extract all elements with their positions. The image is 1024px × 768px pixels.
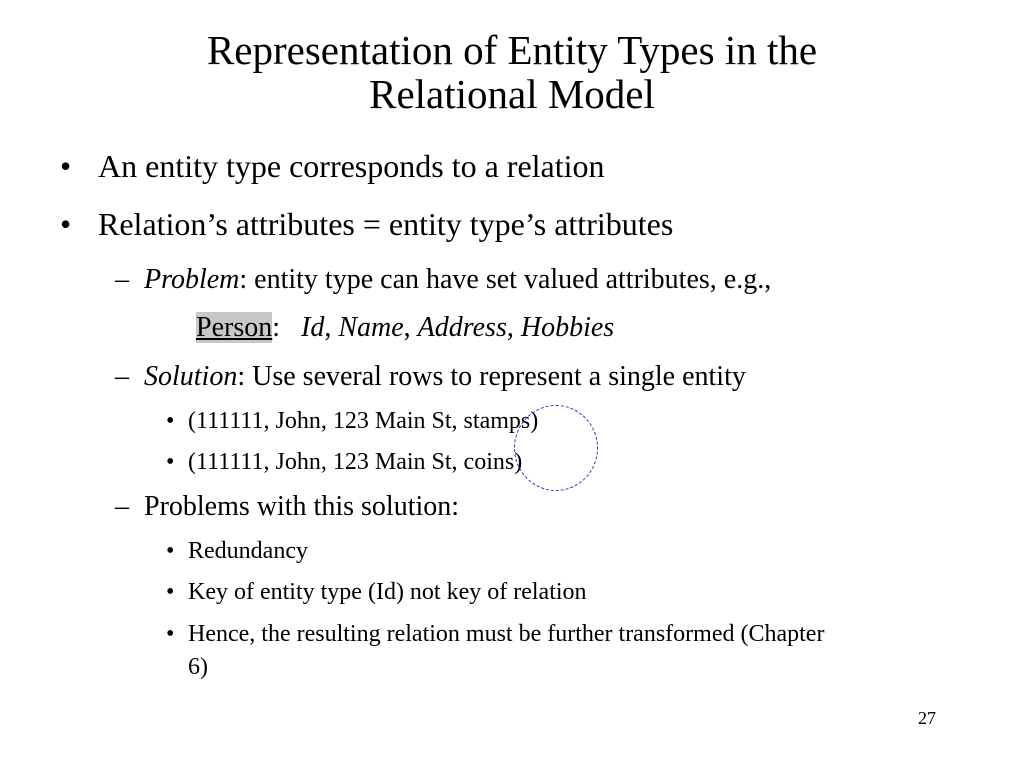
problem-redundancy: Redundancy bbox=[188, 538, 308, 564]
comma: , bbox=[506, 312, 514, 343]
attr-address: Address bbox=[417, 312, 507, 343]
problem-key: Key of entity type (Id) not key of relation bbox=[188, 579, 587, 605]
bullet-glyph: • bbox=[166, 621, 175, 647]
bullet-glyph: • bbox=[60, 148, 72, 184]
bullet-attributes: Relation’s attributes = entity type’s attributes bbox=[98, 206, 674, 242]
dash-glyph: – bbox=[115, 264, 129, 295]
comma: , bbox=[403, 312, 411, 343]
person-colon: : bbox=[272, 312, 281, 343]
title-line-1: Representation of Entity Types in the bbox=[206, 27, 818, 73]
page-number: 27 bbox=[918, 708, 936, 728]
attr-id: Id bbox=[301, 312, 325, 343]
bullet-glyph: • bbox=[166, 538, 175, 564]
sub-bullet-problem bbox=[144, 264, 771, 296]
row-stamps: (111111, John, 123 Main St, stamps) bbox=[188, 408, 539, 434]
bullet-glyph: • bbox=[166, 449, 175, 475]
sub-bullet-solution bbox=[144, 361, 746, 393]
problem-label: Problem bbox=[144, 264, 240, 295]
attr-hobbies: Hobbies bbox=[520, 312, 615, 343]
problem-transform-line-1: Hence, the resulting relation must be further transformed (Chapter bbox=[188, 621, 825, 647]
bullet-glyph: • bbox=[166, 408, 175, 434]
bullet-glyph: • bbox=[60, 206, 72, 242]
problem-transform-line-2: 6) bbox=[188, 654, 208, 680]
dash-glyph: – bbox=[115, 361, 129, 392]
attr-name: Name bbox=[338, 312, 404, 343]
hobby-values-highlight-ellipse bbox=[514, 405, 598, 491]
dash-glyph: – bbox=[115, 491, 129, 522]
problem-text: : entity type can have set valued attributes, e.g., bbox=[239, 264, 772, 295]
person-attributes-line bbox=[196, 312, 614, 344]
solution-text: : Use several rows to represent a single entity bbox=[237, 361, 746, 392]
bullet-entity-relation: An entity type corresponds to a relation bbox=[98, 148, 605, 184]
solution-label: Solution bbox=[144, 361, 238, 392]
comma: , bbox=[324, 312, 332, 343]
slide-title bbox=[0, 28, 1024, 116]
bullet-glyph: • bbox=[166, 579, 175, 605]
title-line-2: Relational Model bbox=[369, 71, 655, 117]
sub-bullet-problems-heading: Problems with this solution: bbox=[144, 491, 460, 522]
row-coins: (111111, John, 123 Main St, coins) bbox=[188, 449, 523, 475]
person-label: Person bbox=[196, 312, 273, 343]
